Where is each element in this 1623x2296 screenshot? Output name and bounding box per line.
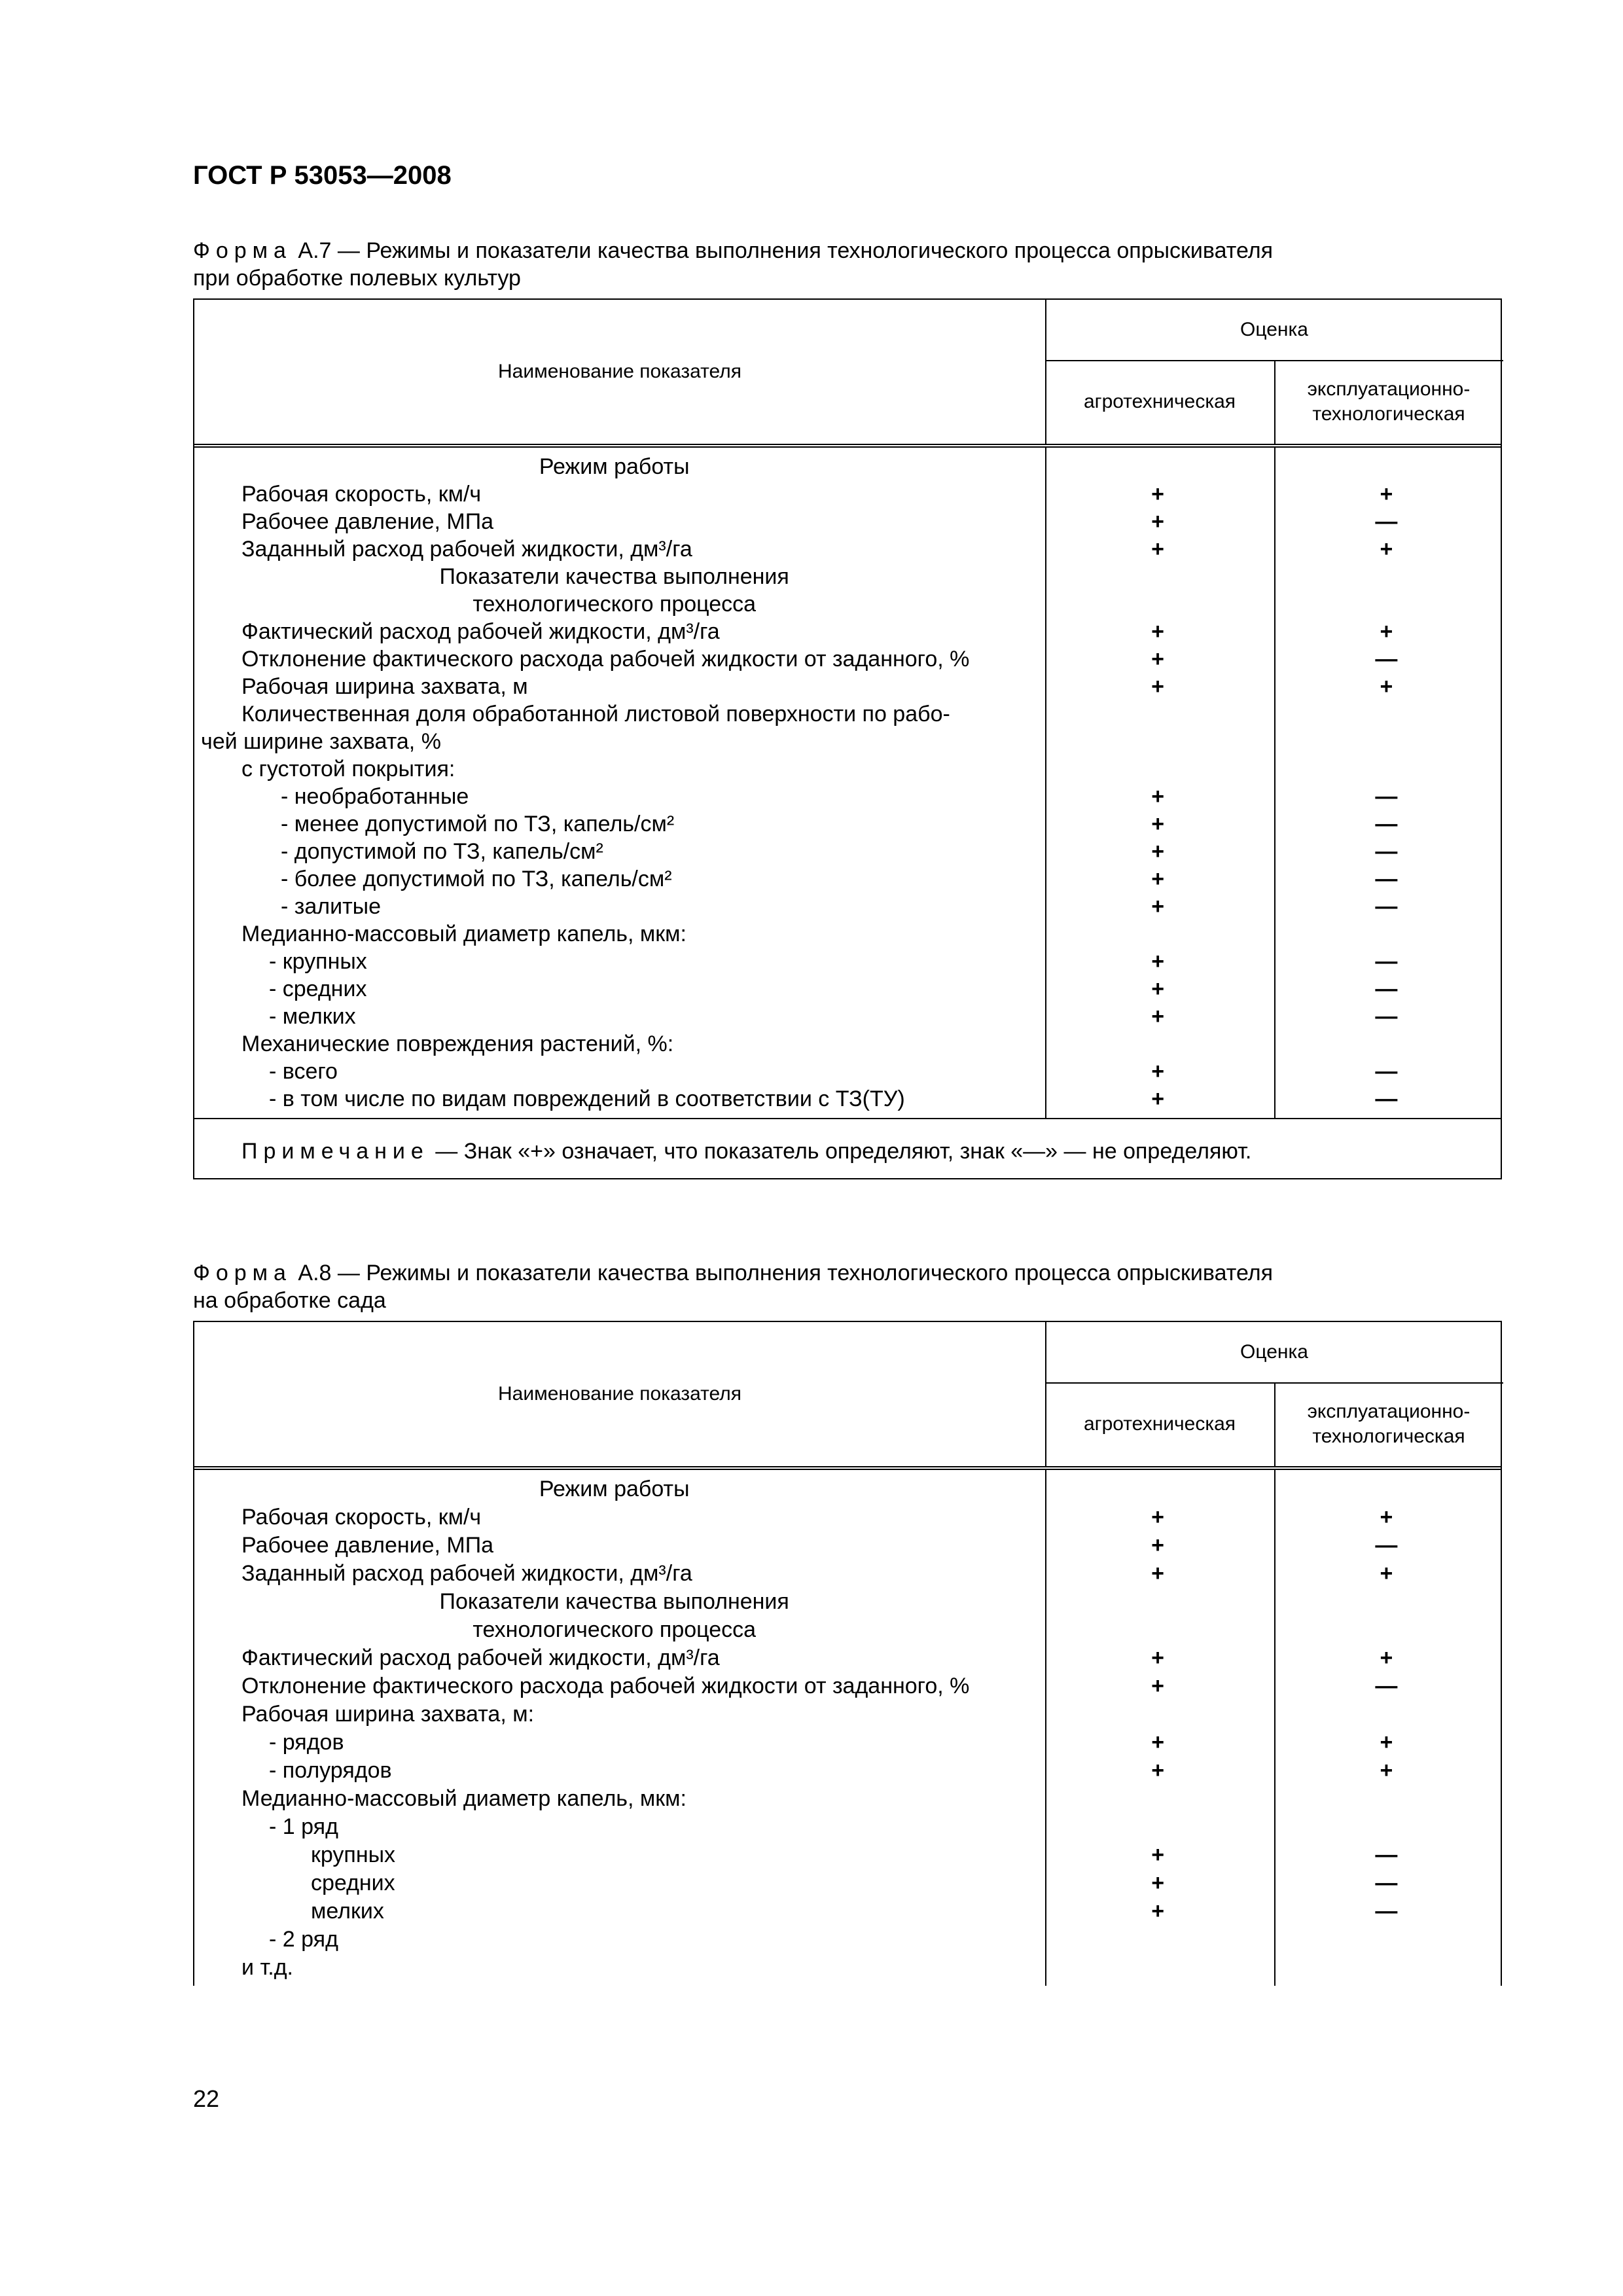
indicator-name: Рабочая скорость, км/ч xyxy=(241,1505,482,1530)
operational-mark xyxy=(1272,1785,1501,1813)
column-header-operational: эксплуатационно-технологическая xyxy=(1307,378,1471,425)
operational-mark xyxy=(1272,1700,1501,1729)
table-body xyxy=(194,1470,1501,1986)
operational-mark xyxy=(1272,728,1501,755)
operational-mark: — xyxy=(1375,1004,1398,1029)
table-row xyxy=(194,453,1501,480)
indicator-name: Отклонение фактического расхода рабочей жидкости от заданного, % xyxy=(241,1674,970,1698)
agrotechnical-mark: + xyxy=(1151,1758,1165,1783)
form-a7-caption-line2: при обработке полевых культур xyxy=(193,266,521,291)
agrotechnical-mark: + xyxy=(1151,482,1165,507)
agrotechnical-mark xyxy=(1043,453,1272,480)
indicator-name: - в том числе по видам повреждений в соответствии с ТЗ(ТУ) xyxy=(269,1086,905,1111)
table-rows xyxy=(194,1470,1501,1986)
operational-mark: + xyxy=(1380,1561,1393,1586)
table-row xyxy=(194,1813,1501,1841)
table-row xyxy=(194,1700,1501,1729)
indicator-name: Механические повреждения растений, %: xyxy=(241,1031,674,1056)
table-header xyxy=(194,300,1501,448)
indicator-name: и т.д. xyxy=(241,1955,293,1980)
operational-mark xyxy=(1272,920,1501,948)
table-row xyxy=(194,1869,1501,1897)
indicator-name: Медианно-массовый диаметр капель, мкм: xyxy=(241,1786,687,1811)
agrotechnical-mark: + xyxy=(1151,509,1165,534)
indicator-name: - крупных xyxy=(269,949,367,974)
indicator-name: Режим работы xyxy=(539,1477,690,1501)
operational-mark: + xyxy=(1380,537,1393,562)
agrotechnical-mark xyxy=(1043,1954,1272,1982)
column-header-name: Наименование показателя xyxy=(194,300,1046,444)
table-row xyxy=(194,893,1501,920)
operational-mark: — xyxy=(1375,894,1398,919)
indicator-name: - мелких xyxy=(269,1004,356,1029)
column-header-operational: эксплуатационно-технологическая xyxy=(1307,1401,1471,1447)
agrotechnical-mark: + xyxy=(1151,812,1165,836)
operational-mark xyxy=(1272,700,1501,728)
table-row xyxy=(194,1085,1501,1113)
table-row xyxy=(194,1030,1501,1058)
indicator-name: - 2 ряд xyxy=(269,1927,338,1952)
table-rows xyxy=(194,448,1501,1118)
operational-mark: + xyxy=(1380,619,1393,644)
table-row xyxy=(194,1672,1501,1700)
form-a8-caption-line2: на обработке сада xyxy=(193,1288,386,1313)
table-row xyxy=(194,783,1501,810)
indicator-name: - рядов xyxy=(269,1730,344,1755)
indicator-name: Рабочая ширина захвата, м xyxy=(241,674,528,699)
agrotechnical-mark: + xyxy=(1151,977,1165,1001)
operational-mark xyxy=(1272,453,1501,480)
table-row xyxy=(194,1616,1501,1644)
table-row xyxy=(194,975,1501,1003)
table-row xyxy=(194,1841,1501,1869)
agrotechnical-mark: + xyxy=(1151,1561,1165,1586)
form-a7-caption xyxy=(193,237,1476,292)
operational-mark: — xyxy=(1375,839,1398,864)
operational-mark: — xyxy=(1375,1086,1398,1111)
table-row xyxy=(194,1757,1501,1785)
form-a8-caption-rest: А.8 — Режимы и показатели качества выполнения технологического процесса опрыскивателя xyxy=(291,1261,1273,1285)
operational-mark xyxy=(1272,755,1501,783)
agrotechnical-mark xyxy=(1044,1813,1272,1841)
agrotechnical-mark: + xyxy=(1151,949,1165,974)
operational-mark: — xyxy=(1375,977,1398,1001)
operational-mark: — xyxy=(1375,647,1398,672)
indicator-name: Фактический расход рабочей жидкости, дм³/га xyxy=(241,1645,720,1670)
table-row xyxy=(194,1644,1501,1672)
operational-mark: + xyxy=(1380,1505,1393,1530)
agrotechnical-mark: + xyxy=(1151,894,1165,919)
form-a7-table xyxy=(193,298,1502,1179)
agrotechnical-mark xyxy=(1043,1700,1272,1729)
indicator-name: мелких xyxy=(311,1899,384,1924)
operational-mark: — xyxy=(1375,1533,1398,1558)
indicator-name: Отклонение фактического расхода рабочей жидкости от заданного, % xyxy=(241,647,970,672)
operational-mark: — xyxy=(1375,509,1398,534)
agrotechnical-mark xyxy=(1043,590,1272,618)
indicator-name: Режим работы xyxy=(539,454,690,479)
operational-mark: + xyxy=(1380,1758,1393,1783)
agrotechnical-mark xyxy=(1043,1616,1272,1644)
form-a8-caption-prefix: Форма xyxy=(193,1261,292,1285)
table-note xyxy=(194,1118,1501,1178)
form-a8-caption xyxy=(193,1259,1476,1314)
table-row xyxy=(194,1475,1501,1503)
document-header: ГОСТ Р 53053—2008 xyxy=(193,161,452,190)
agrotechnical-mark xyxy=(1043,700,1272,728)
table-row xyxy=(194,1058,1501,1085)
indicator-name: Рабочая скорость, км/ч xyxy=(241,482,482,507)
table-row xyxy=(194,700,1501,728)
operational-mark xyxy=(1272,1616,1501,1644)
table-row xyxy=(194,535,1501,563)
column-header-name: Наименование показателя xyxy=(194,1322,1046,1466)
table-row xyxy=(194,810,1501,838)
table-row xyxy=(194,1532,1501,1560)
agrotechnical-mark xyxy=(1043,920,1272,948)
table-row xyxy=(194,865,1501,893)
operational-mark xyxy=(1272,590,1501,618)
table-row xyxy=(194,1785,1501,1813)
table-row xyxy=(194,1954,1501,1982)
agrotechnical-mark: + xyxy=(1151,867,1165,891)
agrotechnical-mark: + xyxy=(1151,1899,1165,1924)
column-header-evaluation: Оценка xyxy=(1045,300,1503,361)
table-row xyxy=(194,480,1501,508)
table-row xyxy=(194,673,1501,700)
operational-mark: — xyxy=(1375,812,1398,836)
indicator-name: крупных xyxy=(311,1842,396,1867)
indicator-name: Рабочее давление, МПа xyxy=(241,509,494,534)
agrotechnical-mark: + xyxy=(1151,674,1165,699)
agrotechnical-mark: + xyxy=(1151,1730,1165,1755)
indicator-name: - 1 ряд xyxy=(269,1814,338,1839)
agrotechnical-mark: + xyxy=(1151,1086,1165,1111)
indicator-name: Показатели качества выполнения xyxy=(439,1589,789,1614)
agrotechnical-mark: + xyxy=(1151,1505,1165,1530)
operational-mark xyxy=(1272,1926,1501,1954)
operational-mark: — xyxy=(1375,867,1398,891)
table-row xyxy=(194,1003,1501,1030)
agrotechnical-mark xyxy=(1043,1030,1272,1058)
agrotechnical-mark: + xyxy=(1151,1533,1165,1558)
agrotechnical-mark: + xyxy=(1151,619,1165,644)
agrotechnical-mark xyxy=(1044,1926,1272,1954)
indicator-name: Показатели качества выполнения xyxy=(439,564,789,589)
table-body xyxy=(194,448,1501,1118)
form-a7-caption-rest: А.7 — Режимы и показатели качества выполнения технологического процесса опрыскивателя xyxy=(291,238,1273,263)
indicator-name: - залитые xyxy=(281,894,382,919)
operational-mark: — xyxy=(1375,1059,1398,1084)
column-header-evaluation: Оценка xyxy=(1045,1322,1503,1384)
page-number: 22 xyxy=(193,2085,220,2112)
operational-mark: — xyxy=(1375,784,1398,809)
agrotechnical-mark: + xyxy=(1151,537,1165,562)
agrotechnical-mark: + xyxy=(1151,1004,1165,1029)
table-row xyxy=(194,618,1501,645)
operational-mark: + xyxy=(1380,482,1393,507)
operational-mark: — xyxy=(1375,1899,1398,1924)
indicator-name: - средних xyxy=(269,977,367,1001)
table-row xyxy=(194,1588,1501,1616)
table-row xyxy=(194,838,1501,865)
agrotechnical-mark xyxy=(1043,1785,1272,1813)
indicator-name: с густотой покрытия: xyxy=(241,757,455,781)
operational-mark: + xyxy=(1380,1645,1393,1670)
indicator-name: Заданный расход рабочей жидкости, дм³/га xyxy=(241,537,692,562)
operational-mark xyxy=(1272,1954,1501,1982)
agrotechnical-mark: + xyxy=(1151,784,1165,809)
table-row xyxy=(194,920,1501,948)
table-header xyxy=(194,1322,1501,1470)
indicator-name: Рабочая ширина захвата, м: xyxy=(241,1702,535,1727)
table-row xyxy=(194,1503,1501,1532)
agrotechnical-mark xyxy=(1043,755,1272,783)
note-text: — Знак «+» означает, что показатель определяют, знак «—» — не определяют. xyxy=(429,1139,1252,1164)
note-prefix: Примечание xyxy=(241,1139,429,1164)
column-header-agrotechnical: агротехническая xyxy=(1045,360,1275,444)
table-row xyxy=(194,728,1501,755)
indicator-name: - более допустимой по ТЗ, капель/см² xyxy=(281,867,672,891)
form-a7-caption-prefix: Форма xyxy=(193,238,292,263)
agrotechnical-mark: + xyxy=(1151,1645,1165,1670)
table-row xyxy=(194,590,1501,618)
operational-mark: — xyxy=(1375,949,1398,974)
indicator-name: технологического процесса xyxy=(473,1617,757,1642)
table-row xyxy=(194,508,1501,535)
operational-mark: — xyxy=(1375,1871,1398,1895)
operational-mark: + xyxy=(1380,1730,1393,1755)
table-row xyxy=(194,1926,1501,1954)
indicator-name: - всего xyxy=(269,1059,338,1084)
indicator-name: Количественная доля обработанной листовой поверхности по рабо- xyxy=(241,702,950,726)
operational-mark: — xyxy=(1375,1842,1398,1867)
table-row xyxy=(194,755,1501,783)
indicator-name: Медианно-массовый диаметр капель, мкм: xyxy=(241,922,687,946)
agrotechnical-mark: + xyxy=(1151,839,1165,864)
agrotechnical-mark: + xyxy=(1151,1842,1165,1867)
form-a8-table xyxy=(193,1321,1502,1986)
indicator-name: Фактический расход рабочей жидкости, дм³/га xyxy=(241,619,720,644)
agrotechnical-mark: + xyxy=(1151,647,1165,672)
table-row xyxy=(194,948,1501,975)
table-row xyxy=(194,1560,1501,1588)
operational-mark xyxy=(1272,1030,1501,1058)
agrotechnical-mark xyxy=(1043,563,1272,590)
operational-mark xyxy=(1272,1588,1501,1616)
agrotechnical-mark xyxy=(1043,728,1272,755)
indicator-name: Заданный расход рабочей жидкости, дм³/га xyxy=(241,1561,692,1586)
indicator-name: средних xyxy=(311,1871,395,1895)
table-row xyxy=(194,1897,1501,1926)
operational-mark xyxy=(1272,1475,1501,1503)
indicator-name: чей ширине захвата, % xyxy=(201,729,441,754)
indicator-name: технологического процесса xyxy=(473,592,757,617)
table-row xyxy=(194,1729,1501,1757)
agrotechnical-mark: + xyxy=(1151,1674,1165,1698)
column-header-agrotechnical: агротехническая xyxy=(1045,1382,1275,1466)
agrotechnical-mark: + xyxy=(1151,1059,1165,1084)
indicator-name: - необработанные xyxy=(281,784,469,809)
agrotechnical-mark xyxy=(1043,1588,1272,1616)
table-row xyxy=(194,645,1501,673)
agrotechnical-mark: + xyxy=(1151,1871,1165,1895)
table-row xyxy=(194,563,1501,590)
operational-mark: + xyxy=(1380,674,1393,699)
indicator-name: - полурядов xyxy=(269,1758,392,1783)
operational-mark xyxy=(1272,563,1501,590)
indicator-name: Рабочее давление, МПа xyxy=(241,1533,494,1558)
agrotechnical-mark xyxy=(1043,1475,1272,1503)
indicator-name: - менее допустимой по ТЗ, капель/см² xyxy=(281,812,675,836)
operational-mark xyxy=(1272,1813,1501,1841)
indicator-name: - допустимой по ТЗ, капель/см² xyxy=(281,839,603,864)
operational-mark: — xyxy=(1375,1674,1398,1698)
